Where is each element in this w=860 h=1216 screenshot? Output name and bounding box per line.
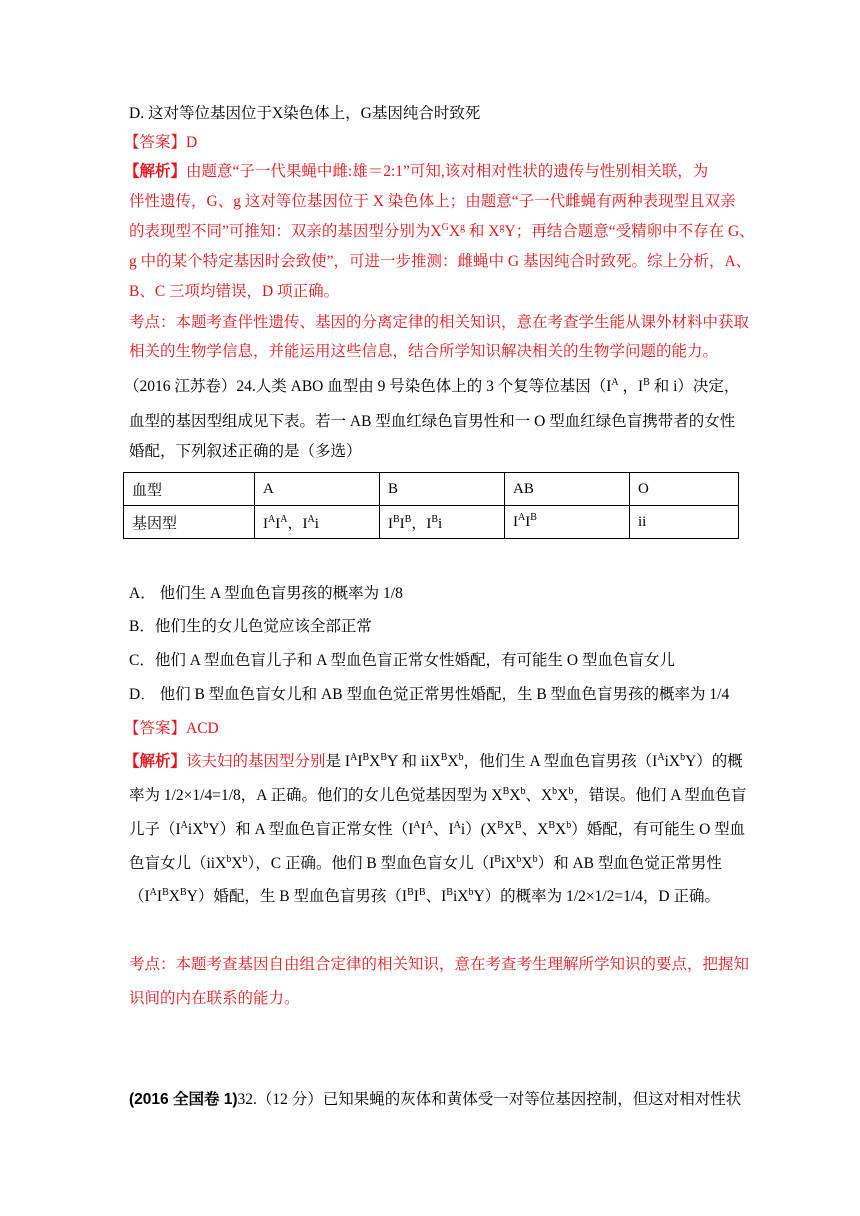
table-row bbox=[124, 506, 739, 539]
q32-source: (2016 全国卷 1) bbox=[129, 1091, 238, 1108]
q24-kaodian-line-2: 识间的内在联系的能力。 bbox=[129, 990, 300, 1007]
q24-analysis-line-2: 率为 1/2×1/4=1/8，A 正确。他们的女儿色觉基因型为 $X^BX^b$、$X^bX^b$，错误。他们 A 型血色盲 bbox=[129, 786, 747, 804]
analysis-tag: 【解析】 bbox=[124, 163, 187, 180]
q32-line bbox=[129, 1090, 741, 1110]
q24-stem-line-2: 血型的基因型组成见下表。若一 AB 型血红绿色盲男性和一 O 型血红绿色盲携带者的女性 bbox=[129, 413, 736, 430]
table-cell: $I^AI^B$ bbox=[505, 506, 630, 539]
table-cell: $I^AI^A$，$I^Ai$ bbox=[255, 506, 380, 539]
q24-option-a: A． 他们生 A 型血色盲男孩的概率为 1/8 bbox=[129, 585, 403, 602]
answer-tag: 【答案】 bbox=[124, 720, 187, 737]
kaodian-line-2: 相关的生物学信息，并能运用这些信息，结合所学知识解决相关的生物学问题的能力。 bbox=[129, 343, 719, 360]
answer-value: ACD bbox=[186, 720, 219, 737]
table-row bbox=[124, 473, 739, 506]
q24-stem-line-3: 婚配，下列叙述正确的是（多选） bbox=[129, 443, 362, 460]
q24-answer-line bbox=[124, 719, 219, 739]
q24-option-c: C．他们 A 型血色盲儿子和 A 型血色盲正常女性婚配，有可能生 O 型血色盲女儿 bbox=[129, 652, 675, 669]
table-cell: 血型 bbox=[124, 473, 255, 506]
answer-tag: 【答案】 bbox=[124, 134, 187, 151]
kaodian-line-1: 考点：本题考查伴性遗传、基因的分离定律的相关知识，意在考查学生能从课外材料中获取 bbox=[129, 314, 750, 331]
q24-kaodian-line-1: 考点：本题考查基因自由组合定律的相关知识，意在考查考生理解所学知识的要点，把握知 bbox=[129, 956, 750, 973]
table-cell: ii bbox=[630, 506, 739, 539]
q24-analysis-line-5: $(I^AI^BX^BY)$婚配，生 B 型血色盲男孩（$I^BI^B$、$I^BiX^bY$）的概率为 1/2×1/2=1/4，D 正确。 bbox=[129, 887, 720, 905]
q24-analysis-line-3: 儿子$(I^AiX^bY)$和 A 型血色盲正常女性（$I^AI^A$、$I^Ai)(X^BX^B$、$X^BX^b$）婚配，有可能生 O 型血 bbox=[129, 820, 746, 838]
analysis-line-2: 伴性遗传，G、g 这对等位基因位于 X 染色体上；由题意“子一代雌蝇有两种表现型且双亲 bbox=[129, 193, 736, 210]
table-cell: $I^BI^B$，$I^Bi$ bbox=[380, 506, 505, 539]
q24-option-b: B．他们生的女儿色觉应该全部正常 bbox=[129, 618, 372, 635]
table-cell: O bbox=[630, 473, 739, 506]
answer-value: D bbox=[186, 134, 198, 151]
option-d-prev: D. 这对等位基因位于X染色体上，G基因纯合时致死 bbox=[129, 105, 481, 122]
answer-line-prev bbox=[124, 133, 197, 153]
q24-option-d: D． 他们 B 型血色盲女儿和 AB 型血色觉正常男性婚配，生 B 型血色盲男孩的概率为 1/4 bbox=[129, 686, 730, 703]
table-cell: 基因型 bbox=[124, 506, 255, 539]
q24-analysis-line-4: 色盲女儿$(iiX^bX^b)$，C 正确。他们 B 型血色盲女儿$(I^BiX^bX^b)$和 AB 型血色觉正常男性 bbox=[129, 854, 722, 872]
table-cell: B bbox=[380, 473, 505, 506]
analysis-line-1: 【解析】由题意“子一代果蝇中雌:雄＝2:1”可知,该对相对性状的遗传与性别相关联，为 bbox=[124, 163, 709, 180]
analysis-line-3: 的表现型不同”可推知：双亲的基因型分别为$X^GX^g$ 和 $X^gY$；再结合题意“受精卵中不存在 G、 bbox=[129, 222, 755, 240]
q32-text: 32.（12 分）已知果蝇的灰体和黄体受一对等位基因控制，但这对相对性状 bbox=[237, 1091, 742, 1108]
q24-analysis-line-1: 【解析】该夫妇的基因型分别是 $I^AI^BX^BY$ 和 $iiX^BX^b$，他们生 A 型血色盲男孩$(I^AiX^bY)$的概 bbox=[124, 752, 743, 770]
table-cell: AB bbox=[505, 473, 630, 506]
table-cell: A bbox=[255, 473, 380, 506]
analysis-tag: 【解析】 bbox=[124, 753, 187, 770]
genotype-table bbox=[123, 472, 739, 539]
analysis-line-4: g 中的某个特定基因时会致使”，可进一步推测：雌蝇中 G 基因纯合时致死。综上分析，A、 bbox=[129, 253, 752, 270]
q24-stem-line-1: （2016 江苏卷）24.人类 ABO 血型由 9 号染色体上的 3 个复等位基因（$I^A$ ，$I^B$ 和 i）决定， bbox=[124, 377, 740, 395]
analysis-line-5: B、C 三项均错误，D 项正确。 bbox=[129, 283, 340, 300]
